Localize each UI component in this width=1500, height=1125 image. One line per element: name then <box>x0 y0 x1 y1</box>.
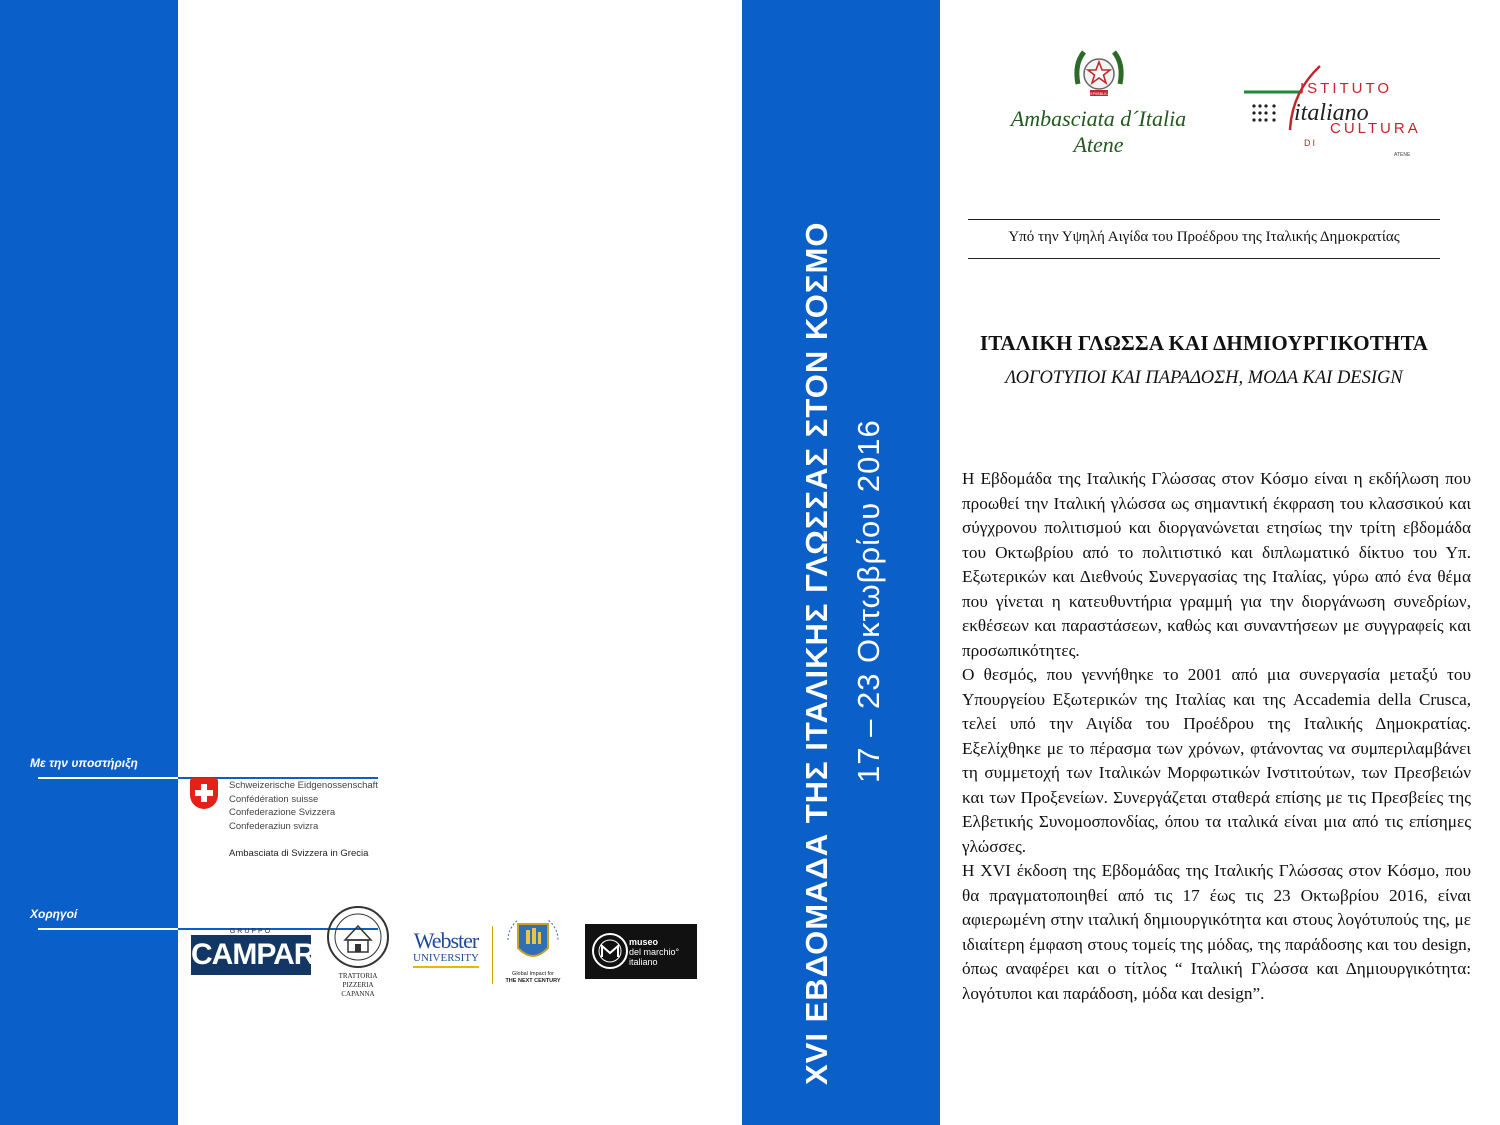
left-blue-band <box>0 0 178 1125</box>
italian-republic-emblem-icon <box>1070 44 1128 106</box>
support-rule <box>38 777 178 779</box>
trattoria-house-icon <box>327 906 389 968</box>
iic-cultura-text: CULTURA <box>1330 120 1421 137</box>
page-subtitle: ΛΟΓΟΤΥΠΟΙ ΚΑΙ ΠΑΡΑΔΟΣΗ, ΜΟΔΑ ΚΑΙ DESIGN <box>1005 368 1403 388</box>
trattoria-line1: TRATTORIA PIZZERIA <box>338 972 378 989</box>
body-text <box>962 467 1471 1006</box>
spine-date: 17 – 23 Οκτωβρίου 2016 <box>851 419 886 783</box>
campari-wordmark: CAMPARI <box>191 935 311 975</box>
swiss-line: Confederazione Svizzera <box>229 807 336 818</box>
shield-icon <box>500 920 566 966</box>
trattoria-capanna-logo <box>326 906 390 998</box>
iic-di-text: DI <box>1304 138 1317 148</box>
embassy-city: Atene <box>1073 132 1124 157</box>
webster-wordmark: Webster <box>413 928 479 953</box>
body-paragraph: Η XVI έκδοση της Εβδομάδας της Ιταλικής Γλώσσας στον Κόσμο, που θα πραγματοποιηθεί από τις 17 έως τις 23 Οκτωβρίου 2016, είναι αφιερωμένη στην ιταλική δημιουργικότητα και στους λογότυπούς της, με ιδιαίτερη έμφαση στους τομείς της μόδας, της παράδοσης και του design, όπως αναφέρει και ο τίτλος “ Ιταλική Γλώσσα και Δημιουργικότητα: λογότυποι και παράδοση, μόδα και design”. <box>962 861 1471 1003</box>
museo-del-marchio-logo <box>585 924 697 979</box>
campari-group-text: GRUPPO <box>229 928 273 935</box>
swiss-line: Confédération suisse <box>229 793 319 805</box>
spine-text <box>800 45 886 1085</box>
iic-atene-text: ATENE <box>1394 152 1411 158</box>
swiss-line: Schweizerische Eidgenossenschaft <box>229 780 378 791</box>
embassy-name: Ambasciata d´Italia <box>1010 106 1187 131</box>
webster-university-text: UNIVERSITY <box>413 952 479 964</box>
iic-istituto-text: ISTITUTO <box>1300 80 1393 97</box>
m-circle-icon <box>590 931 630 971</box>
body-paragraph: Η Εβδομάδα της Ιταλικής Γλώσσας στον Κόσμο είναι η εκδήλωση που προωθεί την Ιταλική γλώσσα ως σημαντική έκφραση του κλασσικού και σύγχρονου πολιτισμού και διοργανώνεται ετησίως την τρίτη εβδομάδα του Οκτωβρίου από το πολιτιστικό και διπλωματικό δίκτυο του Υπ. Εξωτερικών και Διεθνούς Συνεργασίας της Ιταλίας, γύρω από ένα θέμα που γίνεται η κατευθυντήρια γραμμή για την διοργάνωση συνεδρίων, εκθέσεων και παραστάσεων, καθώς και συναντήσεων με συγγραφείς και προσωπικότητες. <box>962 469 1471 660</box>
museo-line3: italiano <box>629 957 658 967</box>
museo-line1: museo <box>629 937 659 947</box>
body-paragraph: Ο θεσμός, που γεννήθηκε το 2001 από μια συνεργασία μεταξύ του Υπουργείου Εξωτερικών της Ιταλίας και της Accademia della Crusca, τελεί υπό την Αιγίδα του Προέδρου της Ιταλικής Δημοκρατίας. Εξελίχθηκε με το πέρασμα των χρόνων, φτάνοντας να συμπεριλαμβάνει τη συμμετοχή των Ιταλικών Μορφωτικών Ινστιτούτων, των Πρεσβειών και των Προξενείων. Συνεργάζεται σταθερά επίσης με τις Πρεσβείες της Ελβετικής Συνομοσπονδίας, όπου τα ιταλικά είναι μια από τις επίσημες γλώσσες. <box>962 665 1471 856</box>
patronage-line: Υπό την Υψηλή Αιγίδα του Προέδρου της Ιταλικής Δημοκρατίας <box>1008 229 1400 245</box>
swiss-confederation-names <box>229 779 378 833</box>
global-line1: Global Impact for <box>512 971 554 977</box>
global-impact-logo <box>500 920 566 985</box>
patronage-bottom-rule <box>968 258 1440 259</box>
sponsors-rule <box>38 928 178 930</box>
campari-logo <box>191 928 322 978</box>
spine-title: XVI ΕΒΔΟΜΑΔΑ ΤΗΣ ΙΤΑΛΙΚΗΣ ΓΛΩΣΣΑΣ ΣΤΟΝ ΚΟΣΜΟ <box>799 221 834 1085</box>
global-line2: THE NEXT CENTURY <box>505 978 561 984</box>
sponsors-label: Χορηγοί <box>30 907 78 921</box>
webster-university-logo <box>406 930 486 968</box>
support-label: Με την υποστήριξη <box>30 756 138 770</box>
swiss-line: Confederaziun svizra <box>229 820 319 832</box>
svg-text:REPVBBLICA: REPVBBLICA <box>1087 92 1110 96</box>
swiss-embassy-label: Ambasciata di Svizzera in Grecia <box>229 848 369 859</box>
italian-embassy-logo <box>996 44 1201 158</box>
page-title: ΙΤΑΛΙΚΗ ΓΛΩΣΣΑ ΚΑΙ ΔΗΜΙΟΥΡΓΙΚΟΤΗΤΑ <box>979 331 1429 355</box>
logo-divider <box>492 926 493 984</box>
museo-line2: del marchio° <box>629 947 680 957</box>
patronage-top-rule <box>968 219 1440 220</box>
swiss-coat-of-arms-icon <box>190 778 218 809</box>
istituto-italiano-cultura-logo <box>1242 62 1442 166</box>
trattoria-line2: CAPANNA <box>341 990 375 998</box>
iic-italiano-text: italiano <box>1294 100 1369 126</box>
